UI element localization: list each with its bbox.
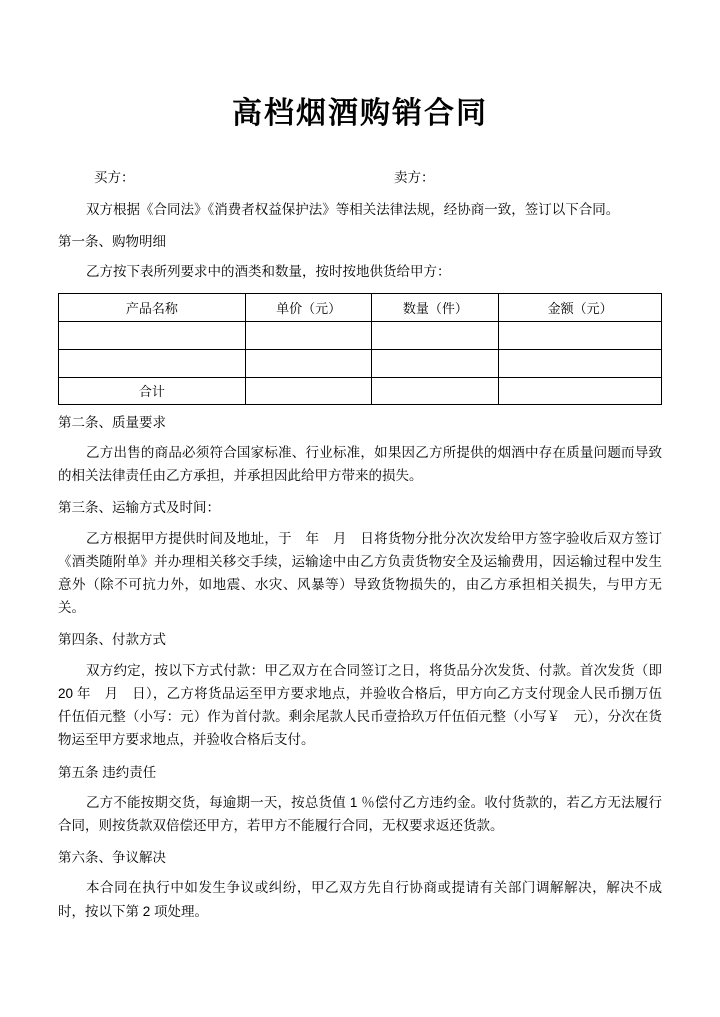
goods-table [58, 293, 662, 405]
table-total-cell [499, 377, 662, 404]
section-body-4: 双方约定，按以下方式付款：甲乙双方在合同签订之日，将货品分次发货、付款。首次发货（即 20 年 月 日），乙方将货品运至甲方要求地点，并验收合格后，甲方向乙方支付现金人民币捌万伍仟伍佰元整（小写：元）作为首付款。剩余尾款人民币壹拾玖万仟伍佰元整（小写￥ 元），分次在货物运至甲方要求地点，并验收合格后支付。 [58, 662, 662, 748]
table-cell [245, 321, 372, 349]
table-row [59, 349, 662, 377]
table-header-quantity: 数量（件） [372, 293, 499, 321]
buyer-label: 买方： [94, 170, 135, 185]
intro-paragraph: 双方根据《合同法》《消费者权益保护法》等相关法律法规，经协商一致，签订以下合同。 [86, 202, 620, 217]
section-body-2: 乙方出售的商品必须符合国家标准、行业标准，如果因乙方所提供的烟酒中存在质量问题而导致的相关法律责任由乙方承担，并承担因此给甲方带来的损失。 [58, 444, 662, 484]
section-heading-2: 第二条、质量要求 [58, 414, 166, 430]
section-heading-1: 第一条、购物明细 [58, 234, 166, 250]
table-cell [59, 349, 246, 377]
section-body-3: 乙方根据甲方提供时间及地址，于 年 月 日将货物分批分次次发给甲方签字验收后双方签订《酒类随附单》并办理相关移交手续，运输途中由乙方负责货物安全及运输费用，因运输过程中发生意外（除不可抗力外，如地震、水灾、风暴等）导致货物损失的，由乙方承担相关损失，与甲方无关。 [58, 530, 662, 616]
table-cell [372, 321, 499, 349]
table-cell [372, 349, 499, 377]
table-cell [499, 349, 662, 377]
table-cell [59, 321, 246, 349]
section-body-5: 乙方不能按期交货，每逾期一天，按总货值 1 ％偿付乙方违约金。收付货款的，若乙方无法履行合同，则按货款双倍偿还甲方，若甲方不能履行合同，无权要求返还货款。 [58, 794, 662, 833]
table-header-amount: 金额（元） [499, 293, 662, 321]
section-heading-5: 第五条 违约责任 [58, 764, 157, 780]
section-body-6: 本合同在执行中如发生争议或纠纷，甲乙双方先自行协商或提请有关部门调解解决，解决不成时，按以下第 2 项处理。 [58, 880, 662, 919]
section-body-1: 乙方按下表所列要求中的酒类和数量，按时按地供货给甲方： [86, 264, 451, 280]
table-cell [245, 349, 372, 377]
table-total-cell [245, 377, 372, 404]
section-heading-4: 第四条、付款方式 [58, 632, 166, 648]
table-cell [499, 321, 662, 349]
section-heading-3: 第三条、运输方式及时间： [58, 500, 220, 516]
table-total-row [59, 377, 662, 404]
table-row [59, 321, 662, 349]
section-heading-6: 第六条、争议解决 [58, 850, 166, 866]
page-title: 高档烟酒购销合同 [232, 96, 488, 131]
table-header-product: 产品名称 [59, 293, 246, 321]
party-row [58, 166, 662, 186]
seller-label: 卖方： [394, 170, 435, 185]
table-header-row [59, 293, 662, 321]
table-total-label: 合计 [59, 377, 246, 404]
table-total-cell [372, 377, 499, 404]
table-header-unit-price: 单价（元） [245, 293, 372, 321]
